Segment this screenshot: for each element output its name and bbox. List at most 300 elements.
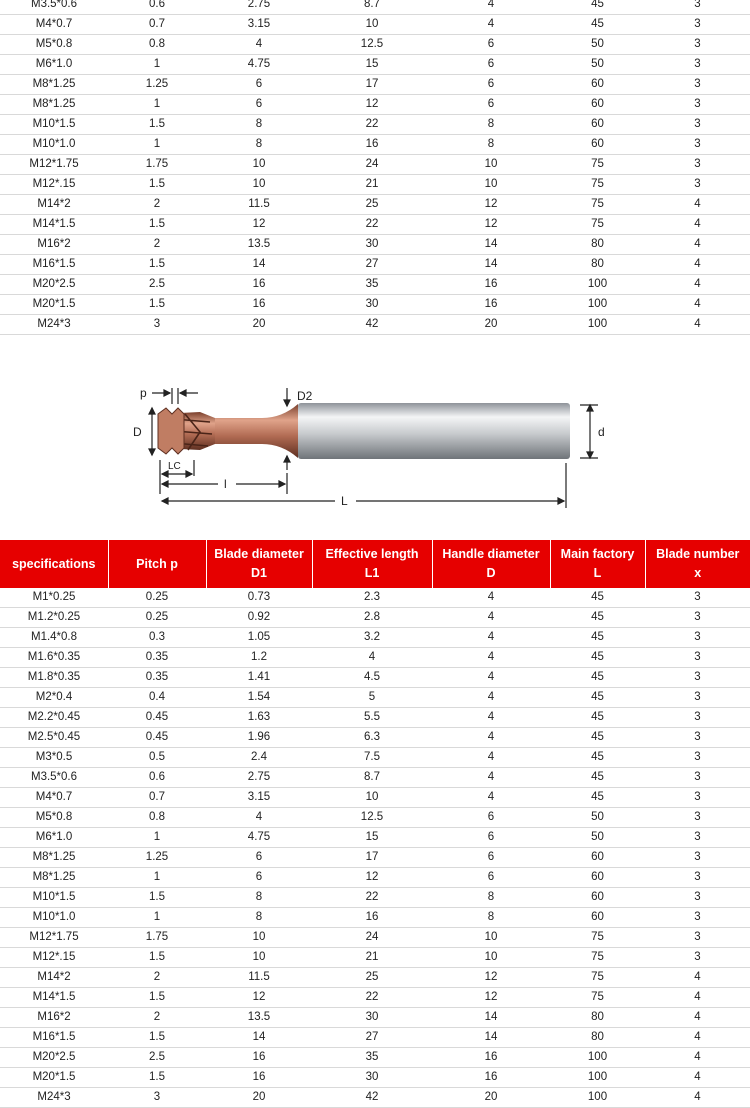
- value-cell: 16: [206, 295, 312, 315]
- value-cell: 0.45: [108, 728, 206, 748]
- value-cell: 4: [206, 35, 312, 55]
- value-cell: 3: [645, 908, 750, 928]
- value-cell: 4: [645, 1068, 750, 1088]
- value-cell: 6.3: [312, 728, 432, 748]
- value-cell: 1.5: [108, 1068, 206, 1088]
- value-cell: 0.45: [108, 708, 206, 728]
- value-cell: 60: [550, 75, 645, 95]
- value-cell: 4: [432, 728, 550, 748]
- spec-cell: M6*1.0: [0, 828, 108, 848]
- header-title: Effective length: [313, 545, 432, 564]
- table-row: [0, 708, 750, 728]
- spec-cell: M20*2.5: [0, 1048, 108, 1068]
- header-symbol: D1: [207, 564, 312, 583]
- top-spec-table: [0, 0, 750, 335]
- value-cell: 7.5: [312, 748, 432, 768]
- value-cell: 4: [432, 648, 550, 668]
- value-cell: 16: [206, 1068, 312, 1088]
- value-cell: 4: [645, 295, 750, 315]
- value-cell: 4: [432, 688, 550, 708]
- table-row: [0, 55, 750, 75]
- table-row: [0, 155, 750, 175]
- spec-cell: M20*1.5: [0, 295, 108, 315]
- value-cell: 3: [645, 788, 750, 808]
- value-cell: 27: [312, 1028, 432, 1048]
- value-cell: 30: [312, 1008, 432, 1028]
- tool-thread-teeth: [158, 408, 184, 454]
- value-cell: 8: [206, 115, 312, 135]
- value-cell: 1: [108, 908, 206, 928]
- table-row: [0, 868, 750, 888]
- value-cell: 24: [312, 155, 432, 175]
- value-cell: 4: [645, 275, 750, 295]
- value-cell: 1.5: [108, 115, 206, 135]
- table-row: [0, 808, 750, 828]
- value-cell: 6: [206, 848, 312, 868]
- value-cell: 3: [645, 35, 750, 55]
- table-row: [0, 15, 750, 35]
- value-cell: 75: [550, 155, 645, 175]
- value-cell: 3: [645, 948, 750, 968]
- value-cell: 1: [108, 95, 206, 115]
- value-cell: 3: [645, 15, 750, 35]
- header-symbol: L: [551, 564, 645, 583]
- value-cell: 1.5: [108, 948, 206, 968]
- value-cell: 16: [206, 1048, 312, 1068]
- table-row: [0, 195, 750, 215]
- value-cell: 3: [108, 1088, 206, 1108]
- value-cell: 0.73: [206, 588, 312, 608]
- value-cell: 60: [550, 95, 645, 115]
- value-cell: 100: [550, 1088, 645, 1108]
- value-cell: 4: [645, 1048, 750, 1068]
- value-cell: 35: [312, 1048, 432, 1068]
- value-cell: 3: [645, 648, 750, 668]
- table-row: [0, 788, 750, 808]
- value-cell: 12: [206, 988, 312, 1008]
- value-cell: 2.3: [312, 588, 432, 608]
- value-cell: 1: [108, 135, 206, 155]
- value-cell: 3: [645, 155, 750, 175]
- value-cell: 3: [645, 588, 750, 608]
- value-cell: 3: [645, 728, 750, 748]
- spec-cell: M16*2: [0, 1008, 108, 1028]
- value-cell: 6: [432, 55, 550, 75]
- value-cell: 50: [550, 35, 645, 55]
- value-cell: 3: [645, 608, 750, 628]
- top-spec-table-section: [0, 0, 750, 317]
- value-cell: 16: [312, 135, 432, 155]
- table-row: [0, 175, 750, 195]
- value-cell: 1.2: [206, 648, 312, 668]
- spec-cell: M12*1.75: [0, 928, 108, 948]
- spec-cell: M24*3: [0, 315, 108, 335]
- value-cell: 100: [550, 275, 645, 295]
- table-row: [0, 235, 750, 255]
- value-cell: 45: [550, 728, 645, 748]
- value-cell: 60: [550, 135, 645, 155]
- value-cell: 100: [550, 295, 645, 315]
- table-row: [0, 728, 750, 748]
- value-cell: 2.5: [108, 1048, 206, 1068]
- value-cell: 0.4: [108, 688, 206, 708]
- value-cell: 4: [432, 588, 550, 608]
- header-symbol: L1: [313, 564, 432, 583]
- tool-dimension-diagram: [0, 318, 750, 538]
- value-cell: 2: [108, 195, 206, 215]
- spec-cell: M8*1.25: [0, 95, 108, 115]
- value-cell: 13.5: [206, 1008, 312, 1028]
- spec-cell: M1.6*0.35: [0, 648, 108, 668]
- value-cell: 2.8: [312, 608, 432, 628]
- value-cell: 4: [432, 668, 550, 688]
- spec-cell: M3.5*0.6: [0, 768, 108, 788]
- tool-shank: [298, 403, 570, 459]
- value-cell: 10: [206, 948, 312, 968]
- value-cell: 3: [645, 628, 750, 648]
- value-cell: 10: [432, 948, 550, 968]
- value-cell: 60: [550, 908, 645, 928]
- table-row: [0, 1008, 750, 1028]
- table-row: [0, 688, 750, 708]
- value-cell: 100: [550, 1048, 645, 1068]
- table-row: [0, 135, 750, 155]
- value-cell: 16: [432, 1068, 550, 1088]
- value-cell: 2: [108, 1008, 206, 1028]
- value-cell: 3: [645, 708, 750, 728]
- spec-table-header: [0, 540, 750, 588]
- table-row: [0, 275, 750, 295]
- table-row: [0, 668, 750, 688]
- value-cell: 0.6: [108, 0, 206, 15]
- table-row: [0, 848, 750, 868]
- value-cell: 50: [550, 808, 645, 828]
- table-row: [0, 908, 750, 928]
- value-cell: 4: [432, 708, 550, 728]
- value-cell: 22: [312, 215, 432, 235]
- header-symbol: D: [433, 564, 550, 583]
- label-d: d: [598, 425, 605, 439]
- value-cell: 12.5: [312, 35, 432, 55]
- spec-cell: M10*1.0: [0, 135, 108, 155]
- spec-cell: M12*.15: [0, 175, 108, 195]
- table-row: [0, 628, 750, 648]
- value-cell: 1.5: [108, 988, 206, 1008]
- spec-cell: M14*2: [0, 195, 108, 215]
- spec-cell: M2.2*0.45: [0, 708, 108, 728]
- value-cell: 42: [312, 1088, 432, 1108]
- value-cell: 45: [550, 688, 645, 708]
- value-cell: 14: [432, 235, 550, 255]
- spec-cell: M8*1.25: [0, 848, 108, 868]
- value-cell: 5.5: [312, 708, 432, 728]
- value-cell: 6: [432, 848, 550, 868]
- value-cell: 15: [312, 55, 432, 75]
- value-cell: 3: [645, 808, 750, 828]
- spec-cell: M20*2.5: [0, 275, 108, 295]
- spec-cell: M8*1.25: [0, 868, 108, 888]
- value-cell: 3: [645, 0, 750, 15]
- value-cell: 6: [432, 95, 550, 115]
- value-cell: 3.2: [312, 628, 432, 648]
- spec-cell: M4*0.7: [0, 788, 108, 808]
- value-cell: 75: [550, 195, 645, 215]
- value-cell: 45: [550, 15, 645, 35]
- spec-cell: M1*0.25: [0, 588, 108, 608]
- value-cell: 100: [550, 315, 645, 335]
- value-cell: 21: [312, 175, 432, 195]
- value-cell: 2: [108, 235, 206, 255]
- spec-cell: M16*1.5: [0, 255, 108, 275]
- value-cell: 17: [312, 848, 432, 868]
- value-cell: 4: [645, 1088, 750, 1108]
- value-cell: 42: [312, 315, 432, 335]
- value-cell: 3: [645, 135, 750, 155]
- value-cell: 12.5: [312, 808, 432, 828]
- value-cell: 3: [645, 95, 750, 115]
- value-cell: 8: [206, 888, 312, 908]
- value-cell: 1.5: [108, 215, 206, 235]
- value-cell: 1.63: [206, 708, 312, 728]
- value-cell: 1.75: [108, 155, 206, 175]
- value-cell: 8: [206, 908, 312, 928]
- value-cell: 45: [550, 748, 645, 768]
- table-row: [0, 95, 750, 115]
- value-cell: 1.05: [206, 628, 312, 648]
- spec-cell: M12*1.75: [0, 155, 108, 175]
- value-cell: 10: [206, 155, 312, 175]
- value-cell: 25: [312, 195, 432, 215]
- value-cell: 1.25: [108, 75, 206, 95]
- value-cell: 4: [645, 315, 750, 335]
- spec-cell: M1.8*0.35: [0, 668, 108, 688]
- value-cell: 30: [312, 235, 432, 255]
- value-cell: 3: [645, 768, 750, 788]
- value-cell: 0.3: [108, 628, 206, 648]
- table-row: [0, 928, 750, 948]
- table-row: [0, 968, 750, 988]
- value-cell: 3: [645, 175, 750, 195]
- value-cell: 1.41: [206, 668, 312, 688]
- table-row: [0, 1088, 750, 1108]
- spec-cell: M2*0.4: [0, 688, 108, 708]
- value-cell: 0.8: [108, 35, 206, 55]
- value-cell: 3: [645, 868, 750, 888]
- header-cell: [312, 540, 432, 588]
- header-title: Blade number: [646, 545, 750, 564]
- value-cell: 35: [312, 275, 432, 295]
- value-cell: 3: [645, 828, 750, 848]
- table-row: [0, 0, 750, 15]
- table-row: [0, 588, 750, 608]
- table-row: [0, 648, 750, 668]
- value-cell: 1: [108, 828, 206, 848]
- value-cell: 10: [432, 928, 550, 948]
- value-cell: 4: [432, 748, 550, 768]
- value-cell: 1.5: [108, 888, 206, 908]
- value-cell: 8.7: [312, 0, 432, 15]
- value-cell: 20: [432, 315, 550, 335]
- label-L: L: [341, 494, 348, 508]
- spec-cell: M4*0.7: [0, 15, 108, 35]
- value-cell: 2: [108, 968, 206, 988]
- value-cell: 0.8: [108, 808, 206, 828]
- spec-cell: M16*1.5: [0, 1028, 108, 1048]
- value-cell: 2.5: [108, 275, 206, 295]
- header-cell: [550, 540, 645, 588]
- header-symbol: x: [646, 564, 750, 583]
- value-cell: 45: [550, 628, 645, 648]
- spec-cell: M1.2*0.25: [0, 608, 108, 628]
- value-cell: 45: [550, 768, 645, 788]
- value-cell: 10: [432, 175, 550, 195]
- table-row: [0, 768, 750, 788]
- value-cell: 60: [550, 115, 645, 135]
- value-cell: 10: [312, 15, 432, 35]
- value-cell: 1: [108, 55, 206, 75]
- value-cell: 6: [206, 868, 312, 888]
- value-cell: 1.5: [108, 175, 206, 195]
- spec-cell: M8*1.25: [0, 75, 108, 95]
- thread-mill-drawing: [0, 318, 750, 538]
- value-cell: 75: [550, 948, 645, 968]
- bottom-spec-table: [0, 540, 750, 1108]
- value-cell: 0.7: [108, 15, 206, 35]
- value-cell: 45: [550, 668, 645, 688]
- value-cell: 1.54: [206, 688, 312, 708]
- spec-cell: M5*0.8: [0, 35, 108, 55]
- header-cell: [206, 540, 312, 588]
- table-row: [0, 1048, 750, 1068]
- value-cell: 3.15: [206, 788, 312, 808]
- value-cell: 24: [312, 928, 432, 948]
- value-cell: 6: [432, 808, 550, 828]
- value-cell: 0.6: [108, 768, 206, 788]
- value-cell: 4: [432, 768, 550, 788]
- value-cell: 60: [550, 868, 645, 888]
- value-cell: 60: [550, 888, 645, 908]
- value-cell: 12: [312, 868, 432, 888]
- value-cell: 3: [108, 315, 206, 335]
- bottom-spec-table-section: [0, 540, 750, 1108]
- value-cell: 4.75: [206, 828, 312, 848]
- value-cell: 16: [206, 275, 312, 295]
- table-row: [0, 35, 750, 55]
- table-row: [0, 75, 750, 95]
- table-row: [0, 255, 750, 275]
- value-cell: 45: [550, 788, 645, 808]
- value-cell: 6: [432, 828, 550, 848]
- value-cell: 16: [432, 295, 550, 315]
- value-cell: 1: [108, 868, 206, 888]
- value-cell: 75: [550, 928, 645, 948]
- value-cell: 45: [550, 608, 645, 628]
- value-cell: 14: [206, 255, 312, 275]
- value-cell: 4: [432, 628, 550, 648]
- table-row: [0, 215, 750, 235]
- value-cell: 12: [432, 968, 550, 988]
- value-cell: 14: [432, 1008, 550, 1028]
- value-cell: 75: [550, 988, 645, 1008]
- value-cell: 8: [206, 135, 312, 155]
- value-cell: 20: [206, 1088, 312, 1108]
- value-cell: 12: [206, 215, 312, 235]
- table-row: [0, 1068, 750, 1088]
- value-cell: 16: [432, 275, 550, 295]
- value-cell: 3: [645, 748, 750, 768]
- value-cell: 30: [312, 1068, 432, 1088]
- header-title: specifications: [0, 555, 108, 574]
- value-cell: 80: [550, 255, 645, 275]
- value-cell: 2.4: [206, 748, 312, 768]
- spec-cell: M3.5*0.6: [0, 0, 108, 15]
- value-cell: 27: [312, 255, 432, 275]
- value-cell: 45: [550, 0, 645, 15]
- table-row: [0, 828, 750, 848]
- value-cell: 16: [312, 908, 432, 928]
- label-D2: D2: [297, 389, 313, 403]
- value-cell: 1.5: [108, 1028, 206, 1048]
- spec-cell: M12*.15: [0, 948, 108, 968]
- table-row: [0, 608, 750, 628]
- value-cell: 100: [550, 1068, 645, 1088]
- value-cell: 45: [550, 708, 645, 728]
- value-cell: 4: [645, 1028, 750, 1048]
- spec-cell: M14*1.5: [0, 215, 108, 235]
- spec-cell: M5*0.8: [0, 808, 108, 828]
- value-cell: 3: [645, 55, 750, 75]
- value-cell: 8: [432, 888, 550, 908]
- value-cell: 22: [312, 115, 432, 135]
- value-cell: 0.5: [108, 748, 206, 768]
- value-cell: 8: [432, 908, 550, 928]
- value-cell: 3: [645, 888, 750, 908]
- value-cell: 75: [550, 968, 645, 988]
- value-cell: 3: [645, 848, 750, 868]
- spec-cell: M1.4*0.8: [0, 628, 108, 648]
- table-row: [0, 115, 750, 135]
- value-cell: 50: [550, 55, 645, 75]
- value-cell: 4: [645, 968, 750, 988]
- value-cell: 17: [312, 75, 432, 95]
- value-cell: 8.7: [312, 768, 432, 788]
- value-cell: 1.5: [108, 255, 206, 275]
- value-cell: 11.5: [206, 968, 312, 988]
- value-cell: 4.75: [206, 55, 312, 75]
- value-cell: 4: [645, 255, 750, 275]
- spec-cell: M20*1.5: [0, 1068, 108, 1088]
- value-cell: 25: [312, 968, 432, 988]
- value-cell: 75: [550, 175, 645, 195]
- value-cell: 3: [645, 115, 750, 135]
- value-cell: 10: [206, 175, 312, 195]
- value-cell: 22: [312, 888, 432, 908]
- value-cell: 1.5: [108, 295, 206, 315]
- value-cell: 30: [312, 295, 432, 315]
- value-cell: 14: [432, 255, 550, 275]
- header-cell: [645, 540, 750, 588]
- value-cell: 16: [432, 1048, 550, 1068]
- header-title: Blade diameter: [207, 545, 312, 564]
- value-cell: 3: [645, 688, 750, 708]
- value-cell: 4: [645, 235, 750, 255]
- value-cell: 75: [550, 215, 645, 235]
- value-cell: 10: [312, 788, 432, 808]
- value-cell: 12: [312, 95, 432, 115]
- value-cell: 4: [645, 1008, 750, 1028]
- spec-cell: M10*1.5: [0, 888, 108, 908]
- header-cell: [0, 540, 108, 588]
